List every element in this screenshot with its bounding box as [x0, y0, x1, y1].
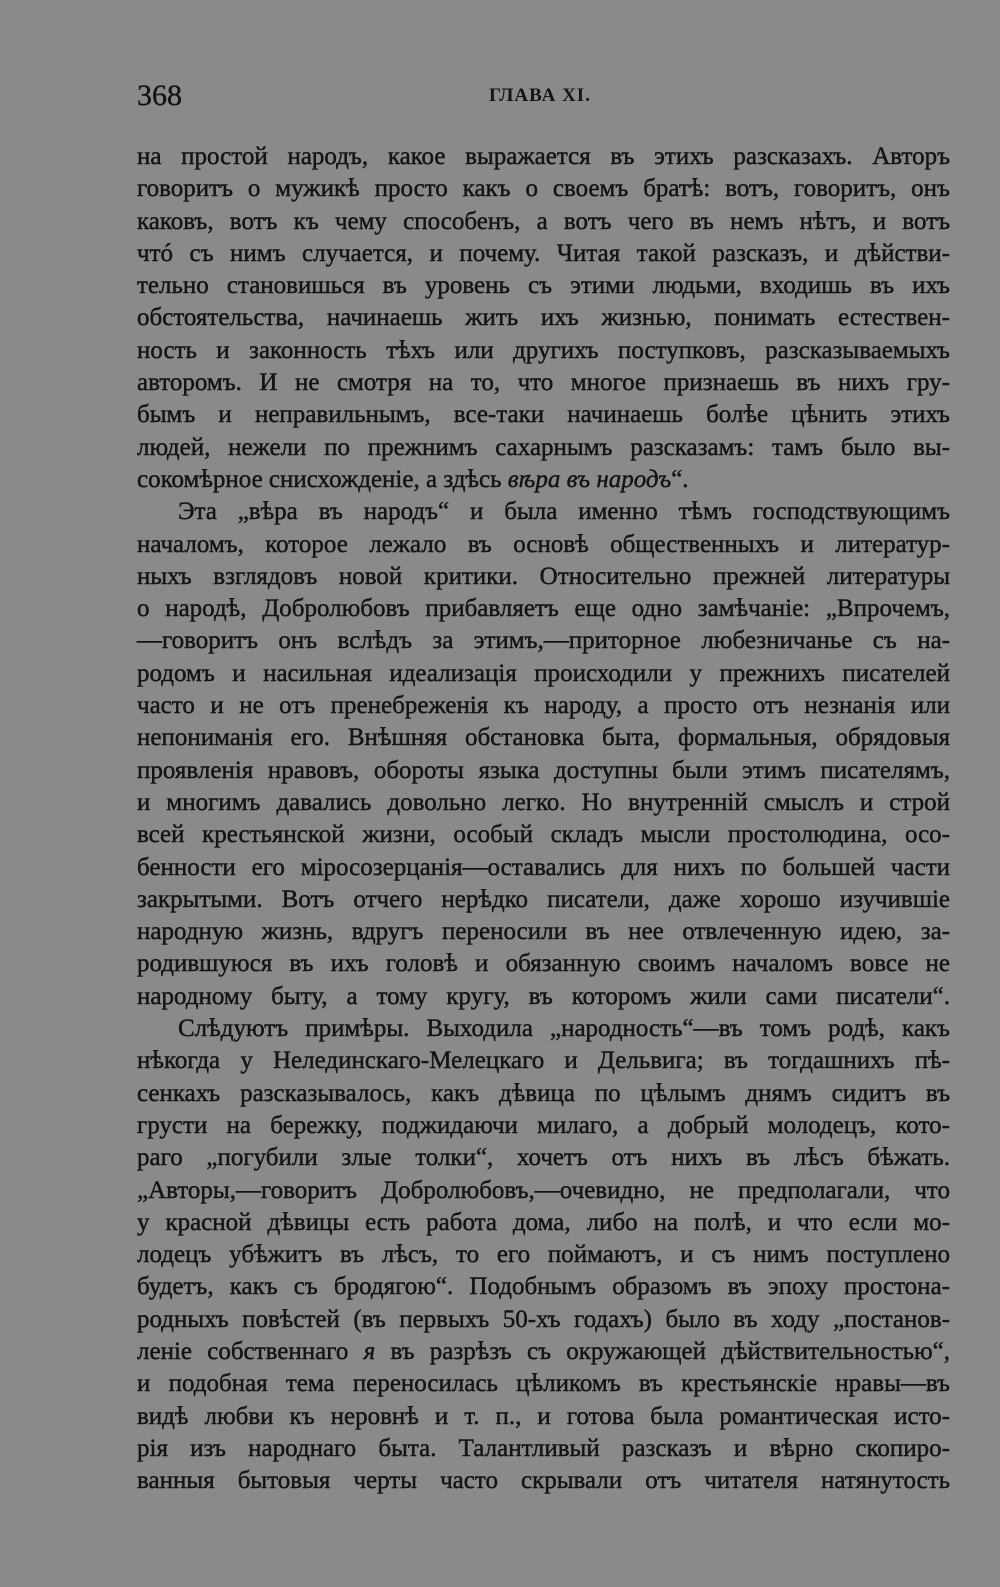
text-line: каковъ, вотъ къ чему способенъ, а вотъ чего въ немъ нѣтъ, и вотъ [137, 207, 950, 235]
text-line: народному быту, а тому кругу, въ которомъ жили сами писатели“. [137, 982, 950, 1010]
text-line: чтó съ нимъ случается, и почему. Читая такой разсказъ, и дѣйстви- [137, 239, 950, 267]
text-span: въ разрѣзъ съ окружающей дѣйствительностью“, [375, 1337, 950, 1365]
text-line: „Авторы,—говоритъ Добролюбовъ,—очевидно, не предполагали, что [137, 1176, 950, 1204]
text-line: у красной дѣвицы есть работа дома, либо на полѣ, и что если мо- [137, 1208, 950, 1236]
paragraph [137, 141, 950, 496]
text-line: тельно становишься въ уровень съ этими людьми, входишь въ ихъ [137, 272, 950, 300]
text-line [137, 464, 950, 496]
text-line: народную жизнь, вдругъ переносили въ нее отвлеченную идею, за- [137, 918, 950, 946]
text-line: бенности его міросозерцанія—оставались для нихъ по большей части [137, 853, 950, 881]
text-line: началомъ, которое лежало въ основѣ общественныхъ и литератур- [137, 530, 950, 558]
text-line: нѣкогда у Нелединскаго-Мелецкаго и Дельвига; въ тогдашнихъ пѣ- [137, 1047, 950, 1075]
paragraph [137, 496, 950, 1013]
text-line: Эта „вѣра въ народъ“ и была именно тѣмъ господствующимъ [178, 498, 950, 526]
text-span: “. [671, 465, 689, 493]
text-line: родившуюся въ ихъ головѣ и обязанную своимъ началомъ вовсе не [137, 950, 950, 978]
text-line: сенкахъ разсказывалось, какъ дѣвица по цѣлымъ днямъ сидитъ въ [137, 1079, 950, 1107]
text-line: всей крестьянской жизни, особый складъ мысли простолюдина, осо- [137, 821, 950, 849]
text-span: леніе собственнаго [137, 1337, 364, 1365]
text-line: грусти на бережку, поджидаючи милаго, а добрый молодецъ, кото- [137, 1111, 950, 1139]
text-line: ванныя бытовыя черты часто скрывали отъ читателя натянутость [137, 1467, 950, 1495]
text-line: обстоятельства, начинаешь жить ихъ жизнью, понимать естествен- [137, 304, 950, 332]
text-line: проявленія нравовъ, обороты языка доступны были этимъ писателямъ, [137, 756, 950, 784]
paragraph [137, 1013, 950, 1497]
text-line: раго „погубили злые толки“, хочетъ отъ нихъ въ лѣсъ бѣжать. [137, 1144, 950, 1172]
text-line: закрытыми. Вотъ отчего нерѣдко писатели, даже хорошо изучившіе [137, 885, 950, 913]
text-span: сокомѣрное снисхожденіе, а здѣсь [137, 465, 508, 493]
text-line: о народѣ, Добролюбовъ прибавляетъ еще одно замѣчаніе: „Впрочемъ, [137, 595, 950, 623]
body-text [137, 141, 950, 1497]
emphasized-text: вѣра въ народъ [507, 465, 672, 493]
text-line: и многимъ давались довольно легко. Но внутренній смыслъ и строй [137, 788, 950, 816]
emphasized-text: я [363, 1337, 376, 1365]
text-line: —говоритъ онъ вслѣдъ за этимъ,—приторное любезничанье съ на- [137, 627, 950, 655]
text-line: людей, нежели по прежнимъ сахарнымъ разсказамъ: тамъ было вы- [137, 433, 950, 461]
text-line: ность и законность тѣхъ или другихъ поступковъ, разсказываемыхъ [137, 336, 950, 364]
text-line: родомъ и насильная идеализація происходили у прежнихъ писателей [137, 659, 950, 687]
running-title: ГЛАВА XI. [489, 85, 591, 106]
page-number: 368 [137, 79, 182, 112]
text-line: бымъ и неправильнымъ, все-таки начинаешь болѣе цѣнить этихъ [137, 401, 950, 429]
text-line: на простой народъ, какое выражается въ этихъ разсказахъ. Авторъ [137, 143, 950, 170]
text-line: родныхъ повѣстей (въ первыхъ 50-хъ годахъ) было въ ходу „постанов- [137, 1305, 950, 1333]
text-line: и подобная тема переносилась цѣликомъ въ крестьянскіе нравы—въ [137, 1370, 950, 1398]
text-line: будетъ, какъ съ бродягою“. Подобнымъ образомъ въ эпоху простона- [137, 1273, 950, 1301]
text-line: видѣ любви къ неровнѣ и т. п., и готова была романтическая исто- [137, 1402, 950, 1430]
text-line: часто и не отъ пренебреженія къ народу, а просто отъ незнанія или [137, 692, 950, 720]
text-line [137, 1336, 950, 1368]
text-line: Слѣдуютъ примѣры. Выходила „народность“—въ томъ родѣ, какъ [178, 1015, 950, 1043]
text-line: непониманія его. Внѣшняя обстановка быта, формальныя, обрядовыя [137, 724, 950, 752]
text-line: говоритъ о мужикѣ просто какъ о своемъ братѣ: вотъ, говоритъ, онъ [137, 175, 950, 203]
text-line: авторомъ. И не смотря на то, что многое признаешь въ нихъ гру- [137, 369, 950, 397]
text-line: рія изъ народнаго быта. Талантливый разсказъ и вѣрно скопиро- [137, 1434, 950, 1462]
text-line: ныхъ взглядовъ новой критики. Относительно прежней литературы [137, 562, 950, 590]
text-line: лодецъ убѣжитъ въ лѣсъ, то его поймаютъ, и съ нимъ поступлено [137, 1241, 950, 1269]
